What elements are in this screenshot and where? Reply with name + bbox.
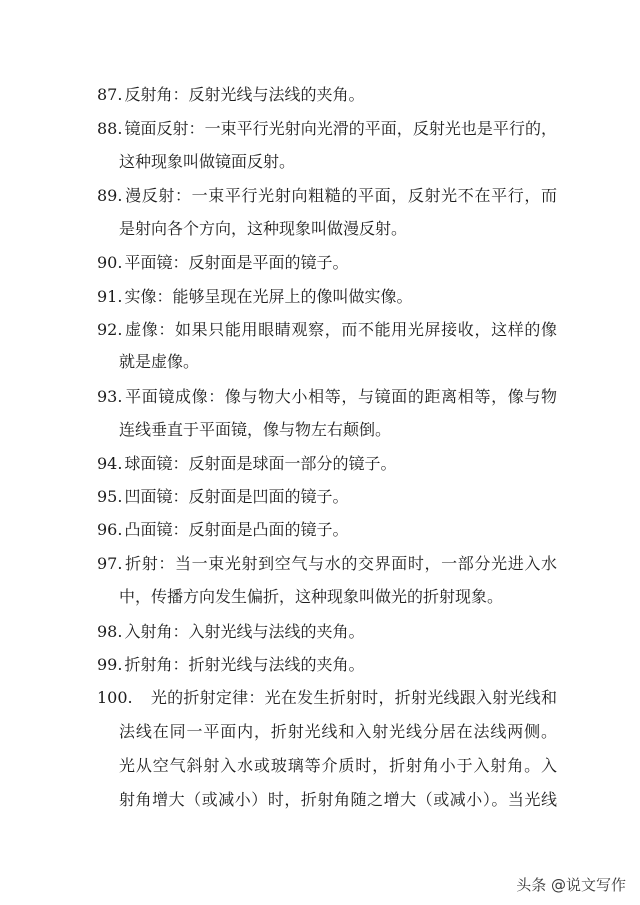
item-number: 98. xyxy=(97,622,123,641)
term-91-line xyxy=(97,287,557,307)
item-number: 91. xyxy=(97,287,123,306)
term-93-text: 平面镜成像：像与物大小相等，与镜面的距离相等，像与物 xyxy=(124,387,557,406)
item-number: 96. xyxy=(97,520,123,539)
term-89-text-cont: 是射向各个方向，这种现象叫做漫反射。 xyxy=(119,219,408,238)
term-89-continuation xyxy=(119,219,557,239)
term-97-text: 折射：当一束光射到空气与水的交界面时，一部分光进入水 xyxy=(124,554,557,573)
term-93-text-cont: 连线垂直于平面镜，像与物左右颠倒。 xyxy=(119,420,392,439)
term-89-text: 漫反射：一束平行光射向粗糙的平面，反射光不在平行，而 xyxy=(124,186,557,205)
term-95-line xyxy=(97,487,557,507)
term-88-continuation xyxy=(119,152,557,172)
term-91-text: 实像：能够呈现在光屏上的像叫做实像。 xyxy=(124,287,413,306)
term-87-line xyxy=(97,85,557,105)
term-99-text: 折射角：折射光线与法线的夹角。 xyxy=(124,655,365,674)
term-97-line xyxy=(97,554,557,574)
item-number: 90. xyxy=(97,253,123,272)
term-95-text: 凹面镜：反射面是凹面的镜子。 xyxy=(124,487,349,506)
term-88-text: 镜面反射：一束平行光射向光滑的平面，反射光也是平行的， xyxy=(124,119,557,138)
term-88-text-cont: 这种现象叫做镜面反射。 xyxy=(119,152,296,171)
term-98-line xyxy=(97,622,557,642)
term-94-text: 球面镜：反射面是球面一部分的镜子。 xyxy=(124,454,397,473)
item-number: 94. xyxy=(97,454,123,473)
item-number: 89. xyxy=(97,186,123,205)
term-96-text: 凸面镜：反射面是凸面的镜子。 xyxy=(124,520,349,539)
term-100-text: 光的折射定律：光在发生折射时，折射光线跟入射光线和 xyxy=(150,688,557,707)
term-87-text: 反射角：反射光线与法线的夹角。 xyxy=(124,85,365,104)
term-92-text-cont: 就是虚像。 xyxy=(119,352,200,371)
term-100-text-cont: 法线在同一平面内，折射光线和入射光线分居在法线两侧。 xyxy=(119,722,557,741)
item-number: 87. xyxy=(97,85,123,104)
term-100-text-cont: 光从空气斜射入水或玻璃等介质时，折射角小于入射角。入 xyxy=(119,756,557,775)
item-number: 100. xyxy=(97,688,133,707)
term-96-line xyxy=(97,520,557,540)
term-100-continuation xyxy=(119,790,557,810)
term-90-text: 平面镜：反射面是平面的镜子。 xyxy=(124,253,349,272)
item-number: 95. xyxy=(97,487,123,506)
term-97-continuation xyxy=(119,587,557,607)
item-number: 88. xyxy=(97,119,123,138)
term-92-line xyxy=(97,320,557,340)
term-93-continuation xyxy=(119,420,557,440)
term-93-line xyxy=(97,387,557,407)
term-99-line xyxy=(97,655,557,675)
item-number: 97. xyxy=(97,554,123,573)
term-94-line xyxy=(97,454,557,474)
term-92-continuation xyxy=(119,352,557,372)
term-90-line xyxy=(97,253,557,273)
term-100-line xyxy=(97,688,557,708)
item-number: 99. xyxy=(97,655,123,674)
term-100-text-cont: 射角增大（或减小）时，折射角随之增大（或减小）。当光线 xyxy=(119,790,557,809)
term-97-text-cont: 中，传播方向发生偏折，这种现象叫做光的折射现象。 xyxy=(119,587,504,606)
term-89-line xyxy=(97,186,557,206)
term-100-continuation xyxy=(119,756,557,776)
term-100-continuation xyxy=(119,722,557,742)
term-92-text: 虚像：如果只能用眼睛观察，而不能用光屏接收，这样的像 xyxy=(124,320,557,339)
item-number: 93. xyxy=(97,387,123,406)
item-number: 92. xyxy=(97,320,123,339)
term-88-line xyxy=(97,119,557,139)
term-98-text: 入射角：入射光线与法线的夹角。 xyxy=(124,622,365,641)
source-watermark: 头条 @说文写作 xyxy=(516,876,626,894)
